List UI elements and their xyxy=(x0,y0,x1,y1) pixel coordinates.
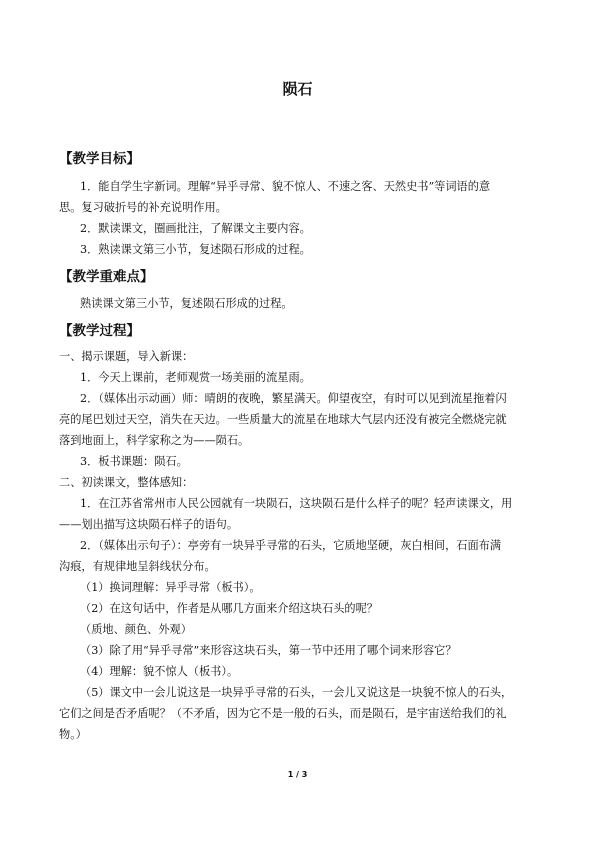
page-number: 1 / 3 xyxy=(287,770,308,779)
paragraph-line: 落到地面上，科学家称之为——陨石。 xyxy=(59,434,250,447)
paragraph-line: 3．熟读课文第三小节，复述陨石形成的过程。 xyxy=(80,243,311,256)
paragraph-line: 沟痕，有规律地呈斜线状分布。 xyxy=(59,560,216,573)
paragraph-line: （5）课文中一会儿说这是一块异乎寻常的石头，一会儿又说这是一块貌不惊人的石头， xyxy=(80,686,513,699)
paragraph-line: （4）理解：貌不惊人（板书）。 xyxy=(80,665,239,678)
paragraph-line: 二、初读课文，整体感知： xyxy=(59,476,194,489)
paragraph-line: 它们之间是否矛盾呢？（不矛盾，因为它不是一般的石头，而是陨石，是宇宙送给我们的礼 xyxy=(59,707,507,720)
page-title: 陨石 xyxy=(282,80,313,98)
paragraph-line: 思。复习破折号的补充说明作用。 xyxy=(59,201,227,214)
paragraph-line: 2．默读课文，圈画批注，了解课文主要内容。 xyxy=(80,222,311,235)
section-heading-key-points: 【教学重难点】 xyxy=(59,269,154,285)
paragraph-line: 2．（媒体出示动画）师：晴朗的夜晚，繁星满天。仰望夜空，有时可以见到流星拖着闪 xyxy=(80,392,507,405)
paragraph-line: 2．（媒体出示句子）：亭旁有一块异乎寻常的石头，它质地坚硬，灰白相间，石面布满 xyxy=(80,539,502,552)
paragraph-line: 熟读课文第三小节，复述陨石形成的过程。 xyxy=(80,297,293,310)
paragraph-line: 物。） xyxy=(59,728,87,741)
paragraph-line: ——划出描写这块陨石样子的语句。 xyxy=(59,518,239,531)
section-heading-process: 【教学过程】 xyxy=(59,323,140,339)
paragraph-line: 亮的尾巴划过天空，消失在天边。一些质量大的流星在地球大气层内还没有被完全燃烧完就 xyxy=(59,413,507,426)
paragraph-line: （2）在这句话中，作者是从哪几方面来介绍这块石头的呢？ xyxy=(80,602,378,615)
paragraph-line: （1）换词理解：异乎寻常（板书）。 xyxy=(80,581,261,594)
paragraph-line: 1．在江苏省常州市人民公园就有一块陨石，这块陨石是什么样子的呢？轻声读课文，用 xyxy=(80,497,513,510)
paragraph-line: 3．板书课题：陨石。 xyxy=(80,455,188,468)
section-heading-goals: 【教学目标】 xyxy=(59,151,140,167)
paragraph-line: 1．今天上课前，老师观赏一场美丽的流星雨。 xyxy=(80,371,311,384)
paragraph-line: （3）除了用“异乎寻常”来形容这块石头，第一节中还用了哪个词来形容它？ xyxy=(80,644,457,657)
paragraph-line: （质地、颜色、外观） xyxy=(80,623,192,636)
paragraph-line: 一、揭示课题，导入新课： xyxy=(59,350,194,363)
paragraph-line: 1．能自学生字新词。理解“异乎寻常、貌不惊人、不速之客、天然史书”等词语的意 xyxy=(80,180,491,193)
